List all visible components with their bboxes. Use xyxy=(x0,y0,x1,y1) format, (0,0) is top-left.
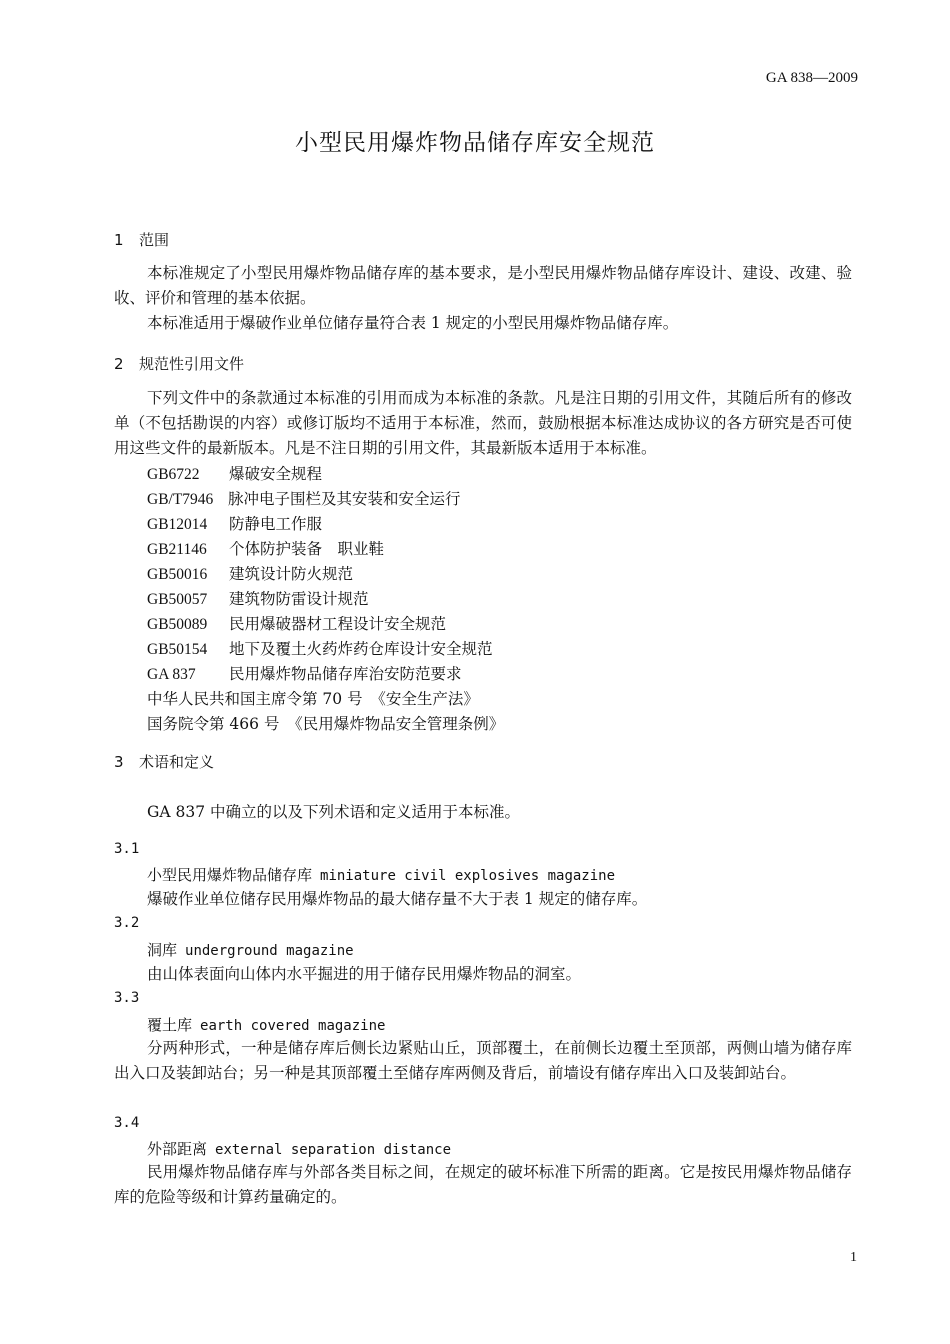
page-number: 1 xyxy=(850,1250,857,1265)
reference-code: GA 837 xyxy=(147,666,196,683)
section-title: 范围 xyxy=(139,231,170,249)
reference-item xyxy=(147,487,461,509)
reference-name: 个体防护装备 职业鞋 xyxy=(229,540,385,558)
paragraph: GA 837 中确立的以及下列术语和定义适用于本标准。 xyxy=(147,803,521,821)
reference-item xyxy=(147,562,353,584)
reference-name: 爆破安全规程 xyxy=(229,465,323,483)
reference-code: GB50016 xyxy=(147,566,208,583)
reference-name: 防静电工作服 xyxy=(229,515,323,533)
term-definition: 民用爆炸物品储存库与外部各类目标之间，在规定的破坏标准下所需的距离。它是按民用爆炸物品储存库的危险等级和计算药量确定的。 xyxy=(114,1163,852,1206)
section-number: 2 xyxy=(114,355,124,373)
term-heading xyxy=(147,1014,385,1035)
term-heading xyxy=(147,864,615,885)
law-reference: 中华人民共和国主席令第 70 号 《安全生产法》 xyxy=(147,690,479,708)
paragraph: 本标准规定了小型民用爆炸物品储存库的基本要求，是小型民用爆炸物品储存库设计、建设、改建、验收、评价和管理的基本依据。 xyxy=(114,264,852,307)
term-heading xyxy=(147,939,354,960)
reference-item xyxy=(147,637,493,659)
paragraph: 本标准适用于爆破作业单位储存量符合表 1 规定的小型民用爆炸物品储存库。 xyxy=(147,314,679,332)
term-english: earth covered magazine xyxy=(200,1018,386,1034)
reference-code: GB6722 xyxy=(147,466,200,483)
reference-name: 民用爆破器材工程设计安全规范 xyxy=(229,615,447,633)
reference-code: GB/T7946 xyxy=(147,491,214,508)
reference-code: GB50154 xyxy=(147,641,208,658)
section-title: 术语和定义 xyxy=(139,753,215,771)
term-definition: 由山体表面向山体内水平掘进的用于储存民用爆炸物品的洞室。 xyxy=(147,965,582,983)
reference-item xyxy=(147,462,322,484)
term-english: underground magazine xyxy=(185,943,354,959)
term-chinese: 洞库 xyxy=(147,941,178,959)
clause-number: 3.3 xyxy=(114,990,140,1006)
term-chinese: 小型民用爆炸物品储存库 xyxy=(147,866,313,884)
term-definition: 分两种形式，一种是储存库后侧长边紧贴山丘，顶部覆土，在前侧长边覆土至顶部，两侧山墙为储存库出入口及装卸站台；另一种是其顶部覆土至储存库两侧及背后，前墙设有储存库出入口及装卸站台。 xyxy=(114,1039,852,1082)
section-heading-normative-references xyxy=(114,353,244,374)
reference-name: 建筑设计防火规范 xyxy=(229,565,354,583)
reference-name: 民用爆炸物品储存库治安防范要求 xyxy=(229,665,462,683)
reference-item xyxy=(147,512,322,534)
section-heading-scope xyxy=(114,229,169,250)
term-heading xyxy=(147,1138,451,1159)
law-reference: 国务院令第 466 号 《民用爆炸物品安全管理条例》 xyxy=(147,715,505,733)
reference-code: GB50089 xyxy=(147,616,208,633)
term-chinese: 覆土库 xyxy=(147,1016,193,1034)
section-title: 规范性引用文件 xyxy=(139,355,245,373)
term-chinese: 外部距离 xyxy=(147,1140,208,1158)
section-number: 3 xyxy=(114,753,124,771)
reference-name: 地下及覆土火药炸药仓库设计安全规范 xyxy=(229,640,493,658)
term-definition: 爆破作业单位储存民用爆炸物品的最大储存量不大于表 1 规定的储存库。 xyxy=(147,890,648,908)
term-english: external separation distance xyxy=(215,1142,452,1158)
reference-code: GB12014 xyxy=(147,516,208,533)
section-heading-terms xyxy=(114,751,214,772)
clause-number: 3.4 xyxy=(114,1115,140,1131)
reference-code: GB21146 xyxy=(147,541,207,558)
standard-code: GA 838—2009 xyxy=(765,70,858,86)
paragraph: 下列文件中的条款通过本标准的引用而成为本标准的条款。凡是注日期的引用文件，其随后所有的修改单（不包括勘误的内容）或修订版均不适用于本标准，然而，鼓励根据本标准达成协议的各方研究是否可使用这些文件的最新版本。凡是不注日期的引用文件，其最新版本适用于本标准。 xyxy=(114,389,852,457)
reference-item xyxy=(147,612,446,634)
reference-code: GB50057 xyxy=(147,591,208,608)
reference-name: 建筑物防雷设计规范 xyxy=(229,590,369,608)
reference-name: 脉冲电子围栏及其安装和安全运行 xyxy=(228,490,461,508)
document-title: 小型民用爆炸物品储存库安全规范 xyxy=(295,130,655,156)
reference-item xyxy=(147,537,384,559)
reference-item xyxy=(147,587,369,609)
reference-item xyxy=(147,662,462,684)
clause-number: 3.1 xyxy=(114,841,140,857)
section-number: 1 xyxy=(114,231,124,249)
clause-number: 3.2 xyxy=(114,915,140,931)
term-english: miniature civil explosives magazine xyxy=(320,868,616,884)
